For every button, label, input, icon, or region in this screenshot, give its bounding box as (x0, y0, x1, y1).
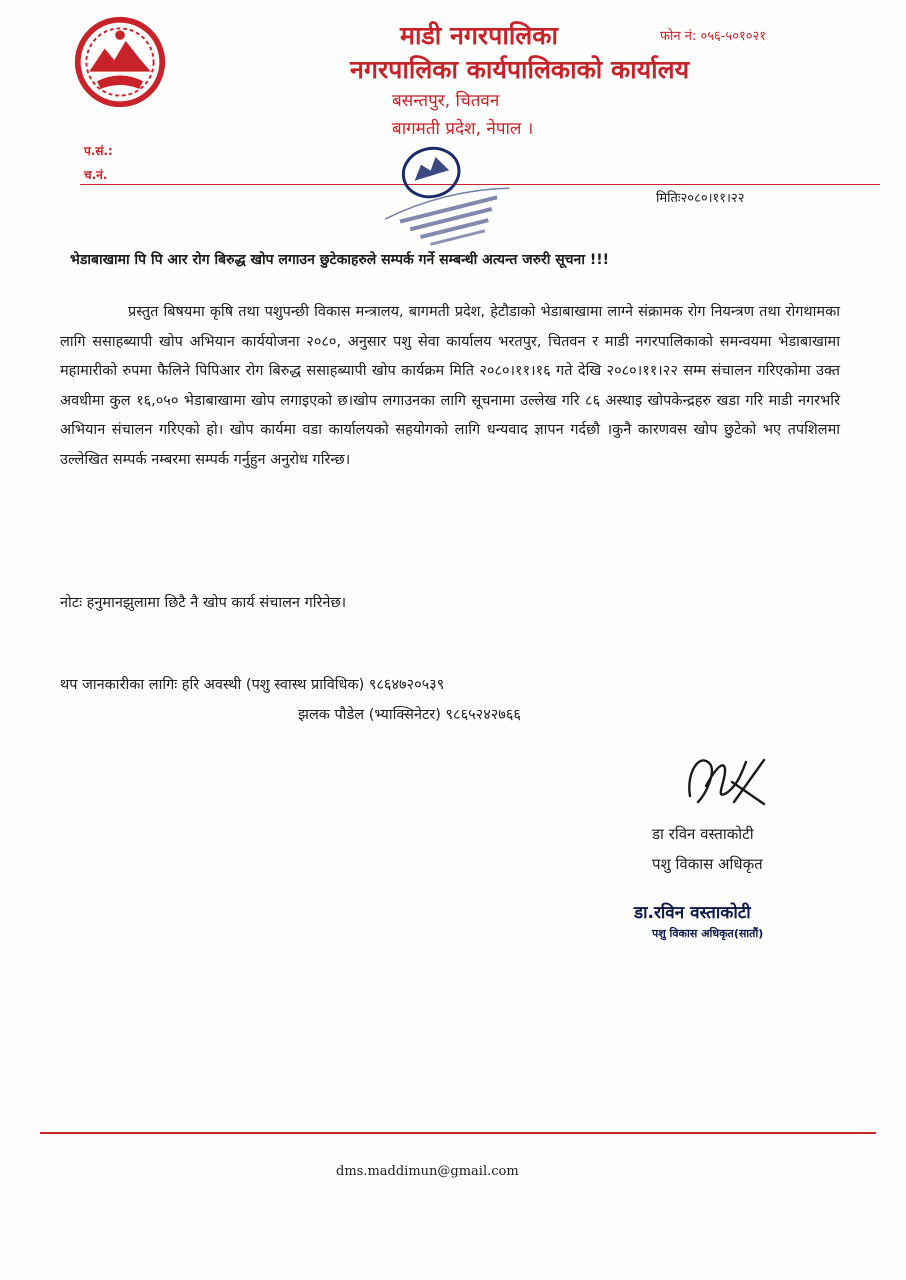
seal-title: पशु विकास अधिकृत(सातौं) (652, 927, 764, 940)
seal-name: डा.रविन वस्ताकोटी (634, 903, 751, 923)
dispatch-number-label: च.नं. (84, 168, 108, 182)
municipality-emblem-icon (72, 14, 168, 110)
signature-icon (676, 742, 772, 814)
footer-email: dms.maddimun@gmail.com (336, 1164, 519, 1179)
signatory-title: पशु विकास अधिकृत (652, 855, 763, 873)
contact-line-2: झलक पौडेल (भ्याक्सिनेटर) ९८६५२४२७६६ (298, 707, 521, 723)
office-stamp-icon (374, 134, 514, 248)
footer-divider (40, 1132, 876, 1134)
address-line-1: बसन्तपुर, चितवन (392, 91, 500, 111)
phone-number: फोन नं: ०५६-५०१०२१ (660, 29, 766, 44)
letter-body: प्रस्तुत बिषयमा कृषि तथा पशुपन्छी विकास मन्त्रालय, बागमती प्रदेश, हेटौडाको भेडाबाखामा लाग्ने संक्रामक रोग नियन्त्रण तथा रोगथामका लागि ससाहब्यापी खोप अभियान कार्ययोजना २०८०, अनुसार पशु सेवा कार्यालय भरतपुर, चितवन र माडी नगरपालिकाको समन्वयमा भेडाबाखामा महामारीको रुपमा फैलिने पिपिआर रोग बिरुद्ध ससाहब्यापी खोप कार्यक्रम मिति २०८०।११।१६ गते देखि २०८०।११।२२ सम्म संचालन गरिएकोमा उक्त अवधीमा कुल १६,०५० भेडाबाखामा खोप लगाइएको छ।खोप लगाउनका लागि सूचनामा उल्लेख गरि ८६ अस्थाइ खोपकेन्द्रहरु खडा गरि माडी नगरभरि अभियान संचालन गरिएको हो। खोप कार्यमा वडा कार्यालयको सहयोगको लागि धन्यवाद ज्ञापन गर्दछौ ।कुनै कारणवस खोप छुटेको भए तपशिलमा उल्लेखित सम्पर्क नम्बरमा सम्पर्क गर्नुहुन अनुरोध गरिन्छ। (60, 304, 840, 468)
contact-line-1: थप जानकारीका लागिः हरि अवस्थी (पशु स्वास्थ प्राविधिक) ९८६४७२०५३९ (60, 677, 445, 693)
signatory-name: डा रविन वस्ताकोटी (652, 825, 754, 843)
letter-date: मितिः२०८०।११।२२ (656, 191, 745, 206)
office-name: नगरपालिका कार्यपालिकाको कार्यालय (350, 55, 690, 84)
reference-number-label: प.सं.: (84, 144, 113, 158)
letter-note: नोटः हनुमानझुलामा छिटै नै खोप कार्य संचालन गरिनेछ। (60, 595, 347, 611)
letter-subject: भेडाबाखामा पि पि आर रोग बिरुद्ध खोप लगाउन छुटेकाहरुले सम्पर्क गर्ने सम्बन्धी अत्यन्त जरुरी सूचना !!! (70, 252, 609, 268)
org-name: माडी नगरपालिका (400, 21, 558, 50)
address-line-2: बागमती प्रदेश, नेपाल । (392, 119, 534, 139)
